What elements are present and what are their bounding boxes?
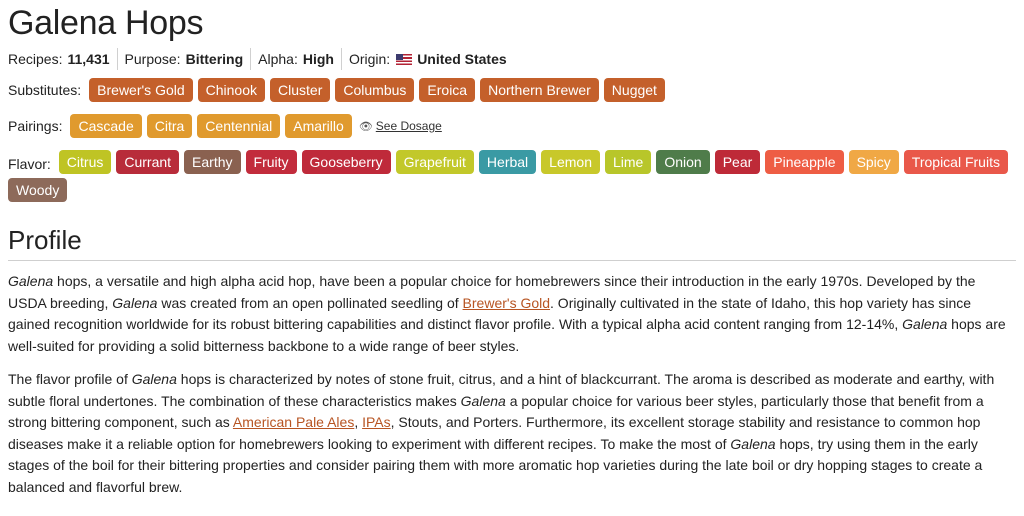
flavor-tag-lemon[interactable]: Lemon <box>541 150 600 174</box>
flavor-tag-citrus[interactable]: Citrus <box>59 150 112 174</box>
purpose-stat <box>117 48 251 70</box>
hop-name: Galena <box>902 316 948 332</box>
pairing-tag-citra[interactable]: Citra <box>147 114 193 138</box>
eye-icon: 👁 <box>358 121 373 133</box>
flavor-tag-onion[interactable]: Onion <box>656 150 709 174</box>
substitute-tag-cluster[interactable]: Cluster <box>270 78 330 102</box>
substitute-tag-nugget[interactable]: Nugget <box>604 78 665 102</box>
brewers-gold-link[interactable]: Brewer's Gold <box>462 294 551 311</box>
hop-name: Galena <box>460 392 506 409</box>
origin-value: United States <box>417 51 507 67</box>
text: hops are well-suited for providing a solid bitterness backbone to a wide range of beer styles. <box>8 316 1006 354</box>
purpose-label: Purpose: <box>124 51 181 67</box>
hop-name: Galena <box>112 294 158 311</box>
flavor-tag-earthy[interactable]: Earthy <box>184 150 240 174</box>
text: , <box>354 414 363 430</box>
flavor-tag-pineapple[interactable]: Pineapple <box>765 150 843 174</box>
origin-stat <box>341 48 514 70</box>
text: was created from an open pollinated seedling of <box>157 294 463 311</box>
ipas-link[interactable]: IPAs <box>362 414 391 430</box>
hop-name: Galena <box>730 435 776 452</box>
flavor-tag-spicy[interactable]: Spicy <box>849 150 899 174</box>
text: The flavor profile of <box>8 371 132 387</box>
alpha-value: High <box>302 51 334 67</box>
text: hops, a versatile and high alpha acid hop, have been a popular choice for homebrewers since their introduction in the early 1970s. Developed by the USDA breeding, <box>8 273 976 311</box>
flavor-tag-woody[interactable]: Woody <box>8 178 67 202</box>
substitutes-row <box>8 78 1016 102</box>
flavor-tag-grapefruit[interactable]: Grapefruit <box>396 150 474 174</box>
substitute-tag-eroica[interactable]: Eroica <box>419 78 475 102</box>
text: . Originally cultivated in the state of Idaho, this hop variety has since gained recognition worldwide for its robust bittering capabilities and distinct flavor profile. With a typical alpha acid content ranging from 12-14%, <box>8 294 972 332</box>
recipes-value: 11,431 <box>67 51 110 67</box>
text: hops, try using them in the early stages of the boil for their bittering properties and consider pairing them with more aromatic hop varieties during the late boil or dry hopping stages to create a balanced and flavorful brew. <box>8 435 983 495</box>
flavor-tag-herbal[interactable]: Herbal <box>479 150 536 174</box>
see-dosage[interactable] <box>359 119 442 133</box>
purpose-value: Bittering <box>185 51 244 67</box>
flavor-tag-tropical-fruits[interactable]: Tropical Fruits <box>904 150 1008 174</box>
substitute-tag-brewer-s-gold[interactable]: Brewer's Gold <box>89 78 192 102</box>
recipes-stat <box>8 48 117 70</box>
flavor-tag-gooseberry[interactable]: Gooseberry <box>302 150 391 174</box>
us-flag-icon <box>396 54 412 65</box>
substitute-tag-chinook[interactable]: Chinook <box>198 78 265 102</box>
flavor-row <box>8 150 1016 206</box>
hop-meta <box>8 48 1016 70</box>
recipes-label: Recipes: <box>8 51 63 67</box>
profile-paragraph-2 <box>8 369 1016 498</box>
hop-name: Galena <box>131 371 177 387</box>
flavor-tag-currant[interactable]: Currant <box>116 150 179 174</box>
substitute-tag-northern-brewer[interactable]: Northern Brewer <box>480 78 599 102</box>
flavor-label: Flavor: <box>8 156 51 172</box>
see-dosage-link[interactable]: See Dosage <box>375 119 442 133</box>
hop-name: Galena <box>8 273 54 289</box>
origin-label: Origin: <box>348 51 391 67</box>
profile-paragraph-1 <box>8 271 1016 357</box>
page-title: Galena Hops <box>8 4 204 42</box>
flavor-tag-lime[interactable]: Lime <box>605 150 651 174</box>
pairing-tag-amarillo[interactable]: Amarillo <box>285 114 352 138</box>
pairings-label: Pairings: <box>8 118 63 134</box>
alpha-stat <box>250 48 341 70</box>
text: a popular choice for various beer styles, particularly those that benefit from a strong bittering component, such as <box>8 392 984 430</box>
alpha-label: Alpha: <box>258 51 298 67</box>
substitutes-label: Substitutes: <box>8 82 82 98</box>
american-pale-ales-link[interactable]: American Pale Ales <box>232 414 355 430</box>
pairing-tag-centennial[interactable]: Centennial <box>197 114 280 138</box>
substitute-tag-columbus[interactable]: Columbus <box>335 78 414 102</box>
pairings-row <box>8 114 1016 138</box>
flavor-tag-pear[interactable]: Pear <box>715 150 761 174</box>
flavor-tag-fruity[interactable]: Fruity <box>246 150 297 174</box>
text: hops is characterized by notes of stone fruit, citrus, and a hint of blackcurrant. The aroma is described as moderate and earthy, with subtle floral undertones. The combination of these characteristics makes <box>8 371 995 409</box>
pairing-tag-cascade[interactable]: Cascade <box>70 114 141 138</box>
profile-heading: Profile <box>8 224 1016 261</box>
text: , Stouts, and Porters. Furthermore, its excellent storage stability and resistance to common hop diseases make it a reliable option for homebrewers looking to experiment with different recipes. To make the most of <box>8 414 981 452</box>
